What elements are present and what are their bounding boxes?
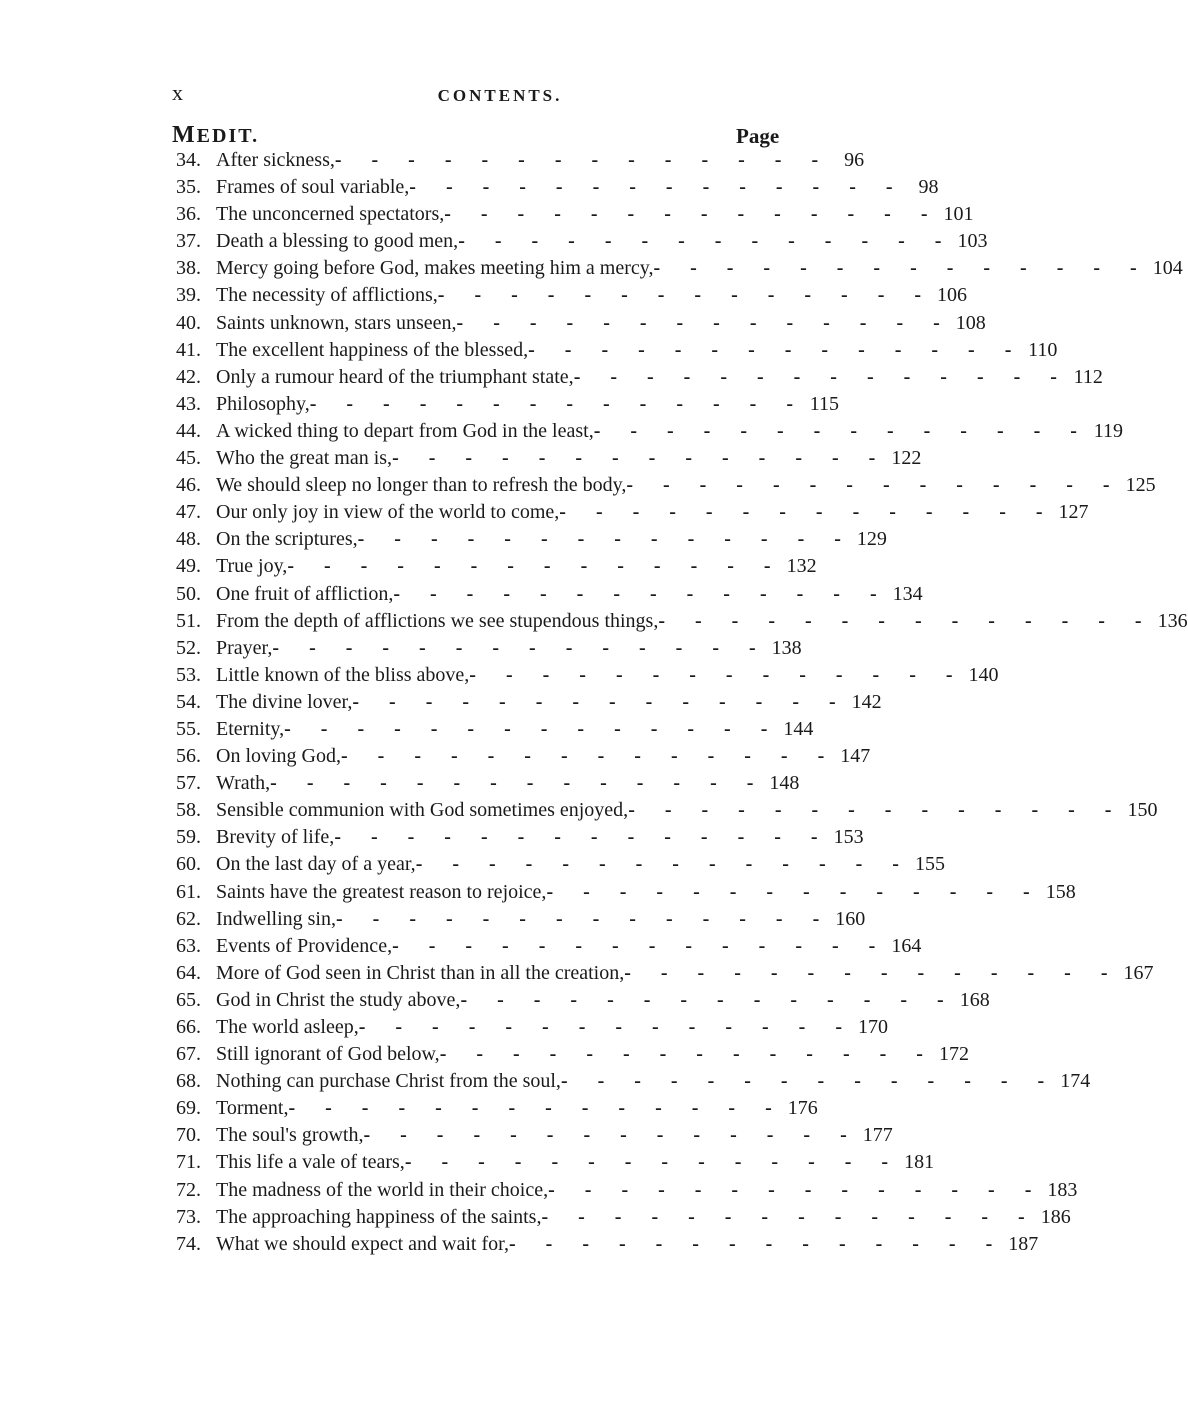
dot-leader: - - - - - - - - - - - - - - [437, 284, 922, 307]
dot-leader: - - - - - - - - - - - - - - [392, 934, 876, 957]
contents-entry [176, 663, 999, 691]
entry-page-number: 176 [787, 1097, 818, 1120]
entry-title: Indwelling sin, [216, 907, 336, 930]
entry-title: More of God seen in Christ than in all the creation, [216, 961, 625, 984]
entry-title: Torment, [216, 1097, 289, 1120]
contents-entry [176, 555, 817, 582]
contents-entry [176, 934, 922, 962]
entry-page-number: 174 [1060, 1070, 1091, 1093]
entry-page-number: 112 [1073, 365, 1103, 388]
contents-entry [176, 284, 968, 311]
entry-title: True joy, [216, 555, 288, 578]
dot-leader: - - - - - - - - - - - - - - [341, 745, 825, 768]
contents-entry [176, 257, 1183, 284]
dot-leader: - - - - - - - - - - - - - - [352, 690, 836, 713]
entry-title: Wrath, [216, 772, 271, 795]
entry-title: Our only joy in view of the world to come, [216, 501, 560, 524]
entry-title: Frames of soul variable, [216, 176, 410, 199]
contents-entry [176, 961, 1154, 989]
dot-leader: - - - - - - - - - - - - - - [409, 176, 893, 199]
entry-number: 74. [176, 1232, 201, 1255]
dot-leader: - - - - - - - - - - - - - - [363, 1124, 847, 1147]
contents-entry [176, 582, 923, 610]
entry-number: 42. [176, 365, 201, 388]
entry-title: A wicked thing to depart from God in the least, [216, 419, 594, 442]
dot-leader: - - - - - - - - - - - - - - [439, 1043, 923, 1066]
entry-number: 39. [176, 284, 201, 307]
entry-title: Saints have the greatest reason to rejoice, [216, 880, 547, 903]
entry-number: 41. [176, 338, 201, 361]
dot-leader: - - - - - - - - - - - - - - [624, 961, 1108, 984]
dot-leader: - - - - - - - - - - - - - - [509, 1232, 993, 1255]
contents-entry [176, 1124, 893, 1151]
entry-page-number: 168 [959, 988, 990, 1011]
entry-number: 64. [176, 961, 201, 984]
entry-number: 62. [176, 907, 201, 930]
entry-title: The approaching happiness of the saints, [216, 1205, 542, 1228]
entry-title: On the scriptures, [216, 528, 358, 551]
entry-number: 35. [176, 176, 201, 199]
contents-entry [176, 745, 871, 772]
entry-page-number: 147 [840, 745, 871, 768]
entry-page-number: 132 [786, 555, 817, 578]
dot-leader: - - - - - - - - - - - - - - [528, 338, 1012, 361]
entry-title: What we should expect and wait for, [216, 1232, 509, 1255]
entry-number: 34. [176, 149, 201, 171]
entry-page-number: 183 [1047, 1178, 1078, 1201]
entry-number: 50. [176, 582, 201, 605]
dot-leader: - - - - - - - - - - - - - - [560, 1070, 1045, 1093]
entry-number: 36. [176, 203, 201, 226]
entry-title: The unconcerned spectators, [216, 203, 445, 226]
entry-page-number: 125 [1125, 474, 1156, 497]
dot-leader: - - - - - - - - - - - - - - [336, 907, 820, 930]
entry-page-number: 186 [1040, 1205, 1071, 1228]
entry-number: 44. [176, 419, 201, 442]
contents-entry [176, 338, 1058, 366]
entry-title: The necessity of afflictions, [216, 284, 438, 307]
dot-leader: - - - - - - - - - - - - - - [334, 149, 819, 171]
entry-title: Events of Providence, [216, 934, 393, 957]
contents-entry [176, 1016, 888, 1043]
entry-number: 40. [176, 311, 201, 334]
entry-title: From the depth of afflictions we see stupendous things, [216, 609, 659, 632]
entry-page-number: 155 [914, 853, 945, 876]
dot-leader: - - - - - - - - - - - - - - [392, 447, 876, 470]
running-title: CONTENTS. [437, 86, 563, 105]
dot-leader: - - - - - - - - - - - - - - [404, 1151, 889, 1174]
entry-number: 56. [176, 745, 201, 768]
entry-title: Little known of the bliss above, [216, 663, 470, 686]
dot-leader: - - - - - - - - - - - - - - [415, 853, 899, 876]
entry-page-number: 164 [891, 934, 922, 957]
entry-title: The excellent happiness of the blessed, [216, 338, 529, 361]
dot-leader: - - - - - - - - - - - - - - [270, 772, 754, 795]
entry-page-number: 170 [857, 1016, 888, 1038]
dot-leader: - - - - - - - - - - - - - - [284, 717, 768, 740]
entry-number: 46. [176, 474, 201, 497]
entry-title: Brevity of life, [216, 826, 335, 849]
contents-entry [176, 1151, 935, 1178]
contents-entry [176, 717, 814, 745]
contents-entry [176, 988, 990, 1016]
entry-number: 54. [176, 690, 201, 713]
entry-title: Who the great man is, [216, 447, 393, 470]
entry-title: Prayer, [216, 636, 273, 659]
contents-entry [176, 392, 839, 420]
entry-title: This life a vale of tears, [216, 1151, 405, 1174]
entry-page-number: 150 [1127, 799, 1158, 822]
entry-title: One fruit of affliction, [216, 582, 394, 605]
contents-list [176, 149, 1188, 1260]
entry-title: Saints unknown, stars unseen, [216, 311, 457, 334]
entry-page-number: 136 [1157, 609, 1188, 632]
contents-entry [176, 636, 802, 664]
entry-page-number: 148 [769, 772, 800, 795]
entry-number: 53. [176, 663, 201, 686]
entry-page-number: 101 [943, 203, 974, 226]
entry-title: Death a blessing to good men, [216, 230, 459, 253]
contents-entry [176, 609, 1188, 637]
entry-number: 73. [176, 1205, 201, 1228]
entry-number: 65. [176, 988, 201, 1011]
entry-title: Nothing can purchase Christ from the soul, [216, 1070, 561, 1093]
entry-number: 55. [176, 717, 201, 740]
entry-page-number: 144 [783, 717, 814, 740]
entry-page-number: 140 [968, 663, 999, 686]
dot-leader: - - - - - - - - - - - - - - [573, 365, 1057, 388]
contents-entry [176, 311, 986, 339]
entry-page-number: 158 [1045, 880, 1076, 903]
contents-entry [176, 176, 939, 203]
entry-number: 72. [176, 1178, 201, 1201]
entry-number: 63. [176, 934, 201, 957]
entry-number: 49. [176, 555, 201, 578]
contents-entry [176, 690, 882, 718]
contents-entry [176, 1232, 1039, 1260]
dot-leader: - - - - - - - - - - - - - - [456, 311, 940, 334]
entry-number: 48. [176, 528, 201, 551]
column-heading-rest: EDIT. [196, 125, 260, 147]
entry-title: On loving God, [216, 745, 341, 768]
dot-leader: - - - - - - - - - - - - - - [628, 799, 1112, 822]
entry-page-number: 153 [833, 826, 864, 849]
entry-title: The soul's growth, [216, 1124, 364, 1147]
dot-leader: - - - - - - - - - - - - - - [288, 1097, 772, 1120]
entry-number: 68. [176, 1070, 201, 1093]
entry-title: On the last day of a year, [216, 853, 416, 876]
entry-page-number: 127 [1058, 501, 1089, 524]
entry-page-number: 134 [892, 582, 923, 605]
entry-title: The madness of the world in their choice, [216, 1178, 549, 1201]
entry-page-number: 160 [835, 907, 866, 930]
entry-page-number: 172 [938, 1043, 969, 1066]
entry-number: 52. [176, 636, 201, 659]
contents-entry [176, 230, 988, 257]
entry-title: Mercy going before God, makes meeting him a mercy, [216, 257, 654, 280]
entry-number: 66. [176, 1016, 201, 1038]
contents-entry [176, 772, 800, 799]
dot-leader: - - - - - - - - - - - - - - [357, 528, 841, 551]
entry-number: 67. [176, 1043, 201, 1066]
entry-page-number: 119 [1093, 419, 1123, 442]
entry-title: We should sleep no longer than to refresh the body, [216, 474, 627, 497]
contents-entry [176, 474, 1156, 501]
dot-leader: - - - - - - - - - - - - - - [334, 826, 818, 849]
entry-page-number: 142 [851, 690, 882, 713]
contents-entry [176, 419, 1123, 447]
column-heading-initial: M [172, 122, 197, 148]
entry-number: 59. [176, 826, 201, 849]
entry-title: Sensible communion with God sometimes enjoyed, [216, 799, 629, 822]
page-folio: x [172, 80, 184, 105]
entry-page-number: 108 [955, 311, 986, 334]
dot-leader: - - - - - - - - - - - - - - [458, 230, 942, 253]
dot-leader: - - - - - - - - - - - - - - [593, 419, 1077, 442]
dot-leader: - - - - - - - - - - - - - - [626, 474, 1110, 497]
dot-leader: - - - - - - - - - - - - - - [541, 1205, 1025, 1228]
entry-page-number: 96 [844, 149, 865, 171]
dot-leader: - - - - - - - - - - - - - - [309, 392, 793, 415]
entry-number: 51. [176, 609, 201, 632]
dot-leader: - - - - - - - - - - - - - - [548, 1178, 1032, 1201]
contents-entry [176, 1205, 1071, 1233]
entry-page-number: 122 [891, 447, 922, 470]
contents-entry [176, 203, 974, 230]
entry-page-number: 104 [1152, 257, 1183, 280]
entry-title: After sickness, [216, 149, 335, 171]
column-heading-page: Page [736, 124, 780, 148]
entry-number: 71. [176, 1151, 201, 1174]
dot-leader: - - - - - - - - - - - - - - [559, 501, 1043, 524]
entry-title: Philosophy, [216, 392, 310, 415]
dot-leader: - - - - - - - - - - - - - - [358, 1016, 842, 1038]
contents-entry [176, 528, 887, 555]
contents-entry [176, 365, 1103, 393]
entry-page-number: 98 [918, 176, 939, 199]
entry-title: The world asleep, [216, 1016, 359, 1038]
entry-number: 38. [176, 257, 201, 280]
contents-entry [176, 149, 865, 176]
contents-entry [176, 501, 1089, 528]
contents-entry [176, 1070, 1091, 1097]
dot-leader: - - - - - - - - - - - - - - [287, 555, 771, 578]
dot-leader: - - - - - - - - - - - - - - [272, 636, 756, 659]
column-heading-medit [172, 122, 259, 149]
entry-page-number: 110 [1028, 338, 1058, 361]
entry-page-number: 181 [904, 1151, 935, 1174]
entry-number: 45. [176, 447, 201, 470]
entry-page-number: 106 [937, 284, 968, 307]
contents-entry [176, 826, 864, 853]
dot-leader: - - - - - - - - - - - - - - [546, 880, 1030, 903]
entry-title: Eternity, [216, 717, 285, 740]
entry-page-number: 138 [771, 636, 802, 659]
contents-entry [176, 799, 1158, 826]
entry-title: Only a rumour heard of the triumphant state, [216, 365, 574, 388]
dot-leader: - - - - - - - - - - - - - - [653, 257, 1137, 280]
entry-number: 47. [176, 501, 201, 524]
entry-title: God in Christ the study above, [216, 988, 461, 1011]
entry-title: The divine lover, [216, 690, 353, 713]
entry-number: 70. [176, 1124, 201, 1147]
contents-entry [176, 853, 945, 880]
contents-entry [176, 880, 1076, 908]
entry-page-number: 167 [1123, 961, 1154, 984]
contents-entry [176, 907, 866, 935]
contents-entry [176, 1097, 818, 1124]
entry-number: 57. [176, 772, 201, 795]
entry-page-number: 177 [862, 1124, 893, 1147]
entry-page-number: 187 [1008, 1232, 1039, 1255]
entry-number: 37. [176, 230, 201, 253]
contents-entry [176, 1043, 969, 1070]
contents-entry [176, 1178, 1078, 1206]
entry-number: 61. [176, 880, 201, 903]
dot-leader: - - - - - - - - - - - - - - [444, 203, 928, 226]
dot-leader: - - - - - - - - - - - - - - [658, 609, 1142, 632]
contents-entry [176, 447, 922, 474]
dot-leader: - - - - - - - - - - - - - - [469, 663, 953, 686]
entry-page-number: 115 [809, 392, 839, 415]
entry-number: 69. [176, 1097, 201, 1120]
dot-leader: - - - - - - - - - - - - - - [393, 582, 877, 605]
entry-number: 60. [176, 853, 201, 876]
entry-number: 43. [176, 392, 201, 415]
entry-page-number: 129 [856, 528, 887, 551]
entry-title: Still ignorant of God below, [216, 1043, 440, 1066]
entry-number: 58. [176, 799, 201, 822]
entry-page-number: 103 [957, 230, 988, 253]
dot-leader: - - - - - - - - - - - - - - [460, 988, 944, 1011]
